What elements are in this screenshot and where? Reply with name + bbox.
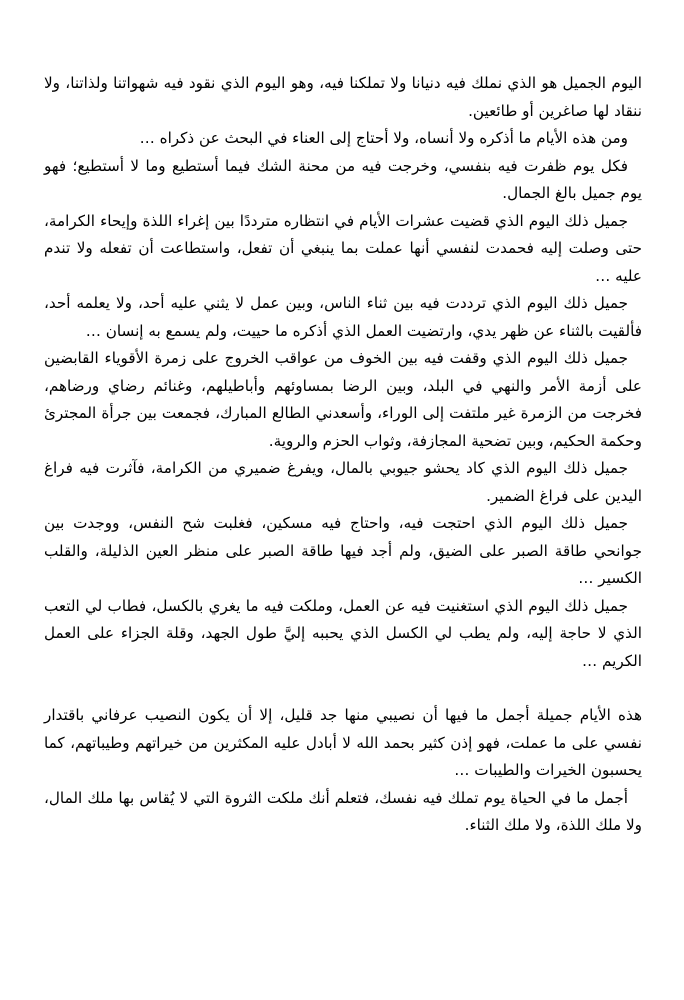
paragraph-6: جميل ذلك اليوم الذي وقفت فيه بين الخوف من عواقب الخروج على زمرة الأقوياء القابضين على أزمة الأمر والنهي في البلد، وبين الرضا بمساوئهم وأباطيلهم، وغنائم رضاي ورضاهم، فخرجت من الزمرة غير ملتفت إلى الوراء، وأسعدني الطالع المبارك، فجمعت بين جرأة المجترئ وحكمة الحكيم، وبين تضحية المجازفة، وثواب الحزم والروية. bbox=[44, 349, 642, 450]
paragraph-gap bbox=[44, 675, 642, 702]
paragraph-1: اليوم الجميل هو الذي نملك فيه دنيانا ولا تملكنا فيه، وهو اليوم الذي نقود فيه شهواتنا ولذاتنا، ولا ننقاد لها صاغرين أو طائعين. bbox=[44, 74, 642, 120]
paragraph-3: فكل يوم ظفرت فيه بنفسي، وخرجت فيه من محنة الشك فيما أستطيع وما لا أستطيع؛ فهو يوم جميل بالغ الجمال. bbox=[44, 156, 642, 202]
paragraph-9: جميل ذلك اليوم الذي استغنيت فيه عن العمل، وملكت فيه ما يغري بالكسل، فطاب لي التعب الذي لا حاجة إليه، ولم يطب لي الكسل الذي يحببه إليَّ طول الجهد، وقلة الجزاء على العمل الكريم … bbox=[44, 596, 642, 670]
paragraph-2: ومن هذه الأيام ما أذكره ولا أنساه، ولا أحتاج إلى العناء في البحث عن ذكراه … bbox=[139, 129, 628, 147]
paragraph-11: أجمل ما في الحياة يوم تملك فيه نفسك، فتعلم أنك ملكت الثروة التي لا يُقاس بها ملك المال، ولا ملك اللذة، ولا ملك الثناء. bbox=[44, 788, 642, 834]
paragraph-5: جميل ذلك اليوم الذي ترددت فيه بين ثناء الناس، وبين عمل لا يثني عليه أحد، ولا يعلمه أحد، فألقيت بالثناء عن ظهر يدي، وارتضيت العمل الذي أذكره ما حييت، ولم يسمع به إنسان … bbox=[44, 294, 642, 340]
paragraph-10: هذه الأيام جميلة أجمل ما فيها أن نصيبي منها جد قليل، إلا أن يكون النصيب عرفاني باقتدار نفسي على ما عملت، فهو إذن كثير بحمد الله لا أبادل عليه المكثرين من خيراتهم وطيباتهم، كما يحسبون الخيرات والطيبات … bbox=[44, 706, 642, 779]
paragraph-7: جميل ذلك اليوم الذي كاد يحشو جيوبي بالمال، ويفرغ ضميري من الكرامة، فآثرت فيه فراغ اليدين على فراغ الضمير. bbox=[44, 459, 642, 505]
paragraph-8: جميل ذلك اليوم الذي احتجت فيه، واحتاج فيه مسكين، فغلبت شح النفس، ووجدت بين جوانحي طاقة الصبر على الضيق، ولم أجد فيها طاقة الصبر على منظر العين الذليلة، والقلب الكسير … bbox=[44, 514, 642, 587]
paragraph-4: جميل ذلك اليوم الذي قضيت عشرات الأيام في انتظاره مترددًا بين إغراء اللذة وإيحاء الكرامة، حتى وصلت إليه فحمدت لنفسي أنها عملت بما ينبغي أن تفعل، واستطاعت أن تفعله ولا تندم عليه … bbox=[44, 211, 642, 285]
